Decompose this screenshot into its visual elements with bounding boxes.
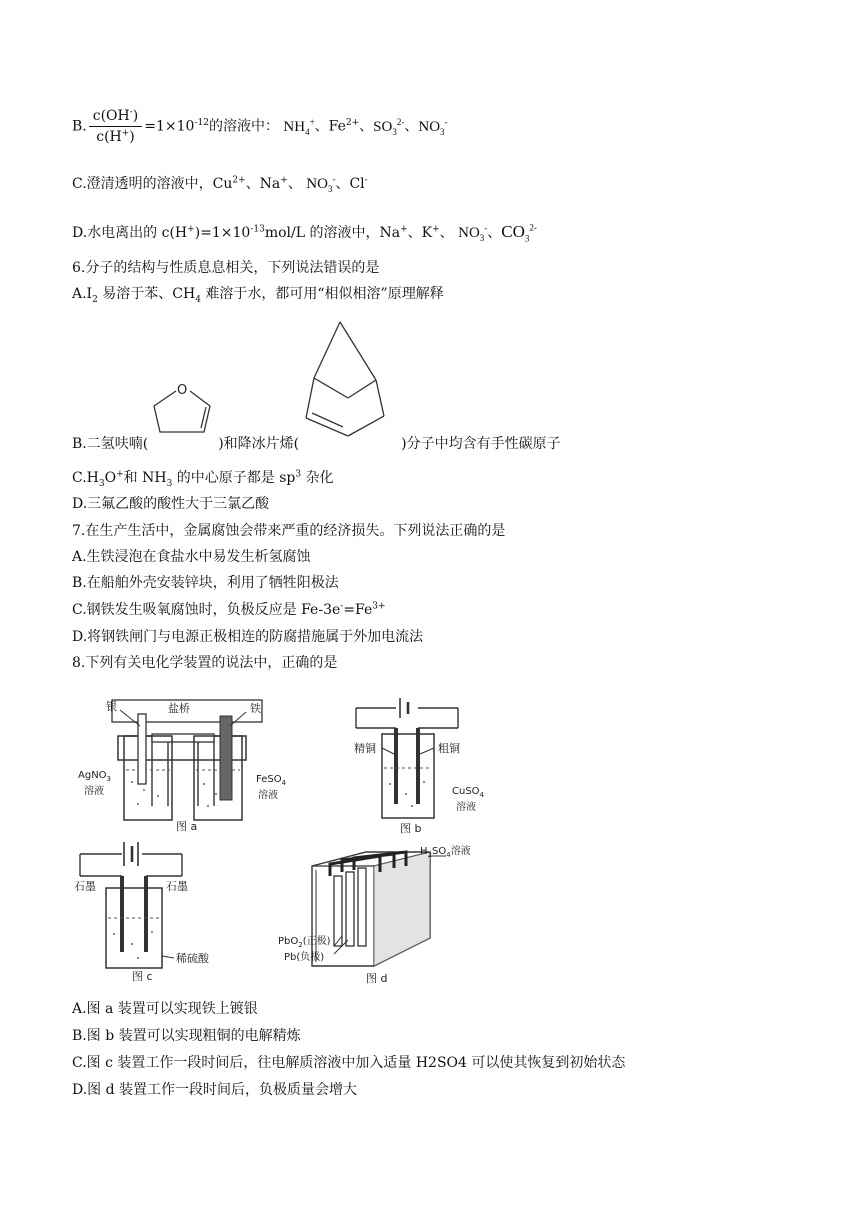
q6-stem: 6.分子的结构与性质息息相关，下列说法错误的是 bbox=[72, 260, 380, 276]
figure-a-caption: 图 a bbox=[176, 820, 198, 833]
q8-stem: 8.下列有关电化学装置的说法中，正确的是 bbox=[72, 655, 338, 671]
ion-no3: $NO_3^-$ bbox=[418, 116, 448, 137]
figure-d-caption: 图 d bbox=[366, 972, 388, 985]
salt-bridge-label: 盐桥 bbox=[168, 702, 190, 715]
ion-co3: $CO_3^{2-}$ bbox=[501, 222, 537, 244]
graphite-label-left: 石墨 bbox=[74, 880, 96, 893]
q7-option-b: B.在船舶外壳安装锌块，利用了牺牲阳极法 bbox=[72, 575, 339, 591]
silver-label: 银 bbox=[106, 700, 117, 713]
figure-a bbox=[68, 696, 292, 834]
iron-label: 铁 bbox=[250, 702, 261, 715]
feso4-label: FeSO$_4$ bbox=[256, 774, 287, 787]
q6-option-c: $C.H_3O^+$和 $NH_3$ 的中心原子都是 $sp^3$ 杂化 bbox=[72, 469, 334, 489]
q6-option-b: B.二氢呋喃( )和降冰片烯( )分子中均含有手性碳原子 bbox=[72, 436, 561, 452]
ion-so3: $SO_3^{2-}$ bbox=[373, 116, 405, 137]
figure-c-caption: 图 c bbox=[132, 970, 153, 983]
solution-label-1: 溶液 bbox=[84, 786, 104, 797]
q5-option-c: C.澄清透明的溶液中，$Cu^{2+}$、Na+、 $NO_3^-$、Cl- bbox=[72, 174, 368, 194]
figure-c bbox=[70, 838, 270, 986]
figure-b bbox=[352, 694, 522, 838]
q7-option-a: A.生铁浸泡在食盐水中易发生析氢腐蚀 bbox=[72, 549, 311, 565]
pure-copper-label: 精铜 bbox=[354, 742, 376, 755]
solution-label-2: 溶液 bbox=[258, 790, 278, 801]
fraction bbox=[89, 106, 143, 147]
crude-copper-label: 粗铜 bbox=[438, 742, 460, 755]
q6-option-d: D.三氟乙酸的酸性大于三氯乙酸 bbox=[72, 496, 270, 512]
figure-d bbox=[270, 840, 500, 990]
ion-nh4: $NH_4^+$ bbox=[283, 116, 315, 137]
ion-no3: $NO_3^-$ bbox=[306, 174, 336, 194]
q7-option-d: D.将钢铁闸门与电源正极相连的防腐措施属于外加电流法 bbox=[72, 629, 424, 645]
q8-option-a: A.图 a 装置可以实现铁上镀银 bbox=[72, 1001, 258, 1017]
cuso4-label: CuSO$_4$ bbox=[452, 786, 485, 799]
dilute-sulfuric-acid-label: 稀硫酸 bbox=[176, 952, 209, 965]
ion-no3: $NO_3^-$ bbox=[458, 223, 488, 243]
q8-option-d: D.图 d 装置工作一段时间后，负极质量会增大 bbox=[72, 1082, 358, 1098]
q7-option-c: C.钢铁发生吸氧腐蚀时，负极反应是 $Fe-3e^-=Fe^{3+}$ bbox=[72, 601, 386, 618]
oxygen-label: O bbox=[177, 383, 188, 398]
fraction-numerator: c(OH-) bbox=[89, 106, 143, 127]
figure-b-caption: 图 b bbox=[400, 822, 422, 835]
q7-stem: 7.在生产生活中，金属腐蚀会带来严重的经济损失。下列说法正确的是 bbox=[72, 523, 506, 539]
q8-option-b: B.图 b 装置可以实现粗铜的电解精炼 bbox=[72, 1028, 301, 1044]
graphite-label-right: 石墨 bbox=[166, 880, 188, 893]
norbornene-structure bbox=[300, 316, 390, 440]
q5-option-b: B. $\frac{c(OH^-)}{c(H^+)}$ $=1\times 10^{-12}$的溶液中： $NH_4^+$、$Fe^{2+}$、$SO_3^{2-}$、$NO_3^-$ bbox=[72, 107, 448, 145]
q5-option-d: D.水电离出的 $c(H^+)=1\times 10^{-13}mol/L$ 的溶液中，Na+、K+、 $NO_3^-$、$CO_3^{2-}$ bbox=[72, 222, 537, 244]
q6-option-a: $A.I_2$ 易溶于苯、$CH_4$ 难溶于水，都可用“相似相溶”原理解释 bbox=[72, 286, 444, 305]
pb-label: Pb(负极) bbox=[284, 952, 325, 963]
dihydrofuran-structure bbox=[148, 374, 218, 438]
h2so4-solution-label: $H_2SO_4$溶液 bbox=[420, 846, 471, 859]
agno3-label: AgNO$_3$ bbox=[78, 770, 112, 783]
fraction-denominator: c(H+) bbox=[96, 128, 135, 145]
solution-label: 溶液 bbox=[456, 802, 476, 813]
pbo2-label: PbO$_2$(正极) bbox=[278, 936, 331, 949]
q8-option-c: C.图 c 装置工作一段时间后，往电解质溶液中加入适量 H2SO4 可以使其恢复到初始状态 bbox=[72, 1055, 626, 1071]
